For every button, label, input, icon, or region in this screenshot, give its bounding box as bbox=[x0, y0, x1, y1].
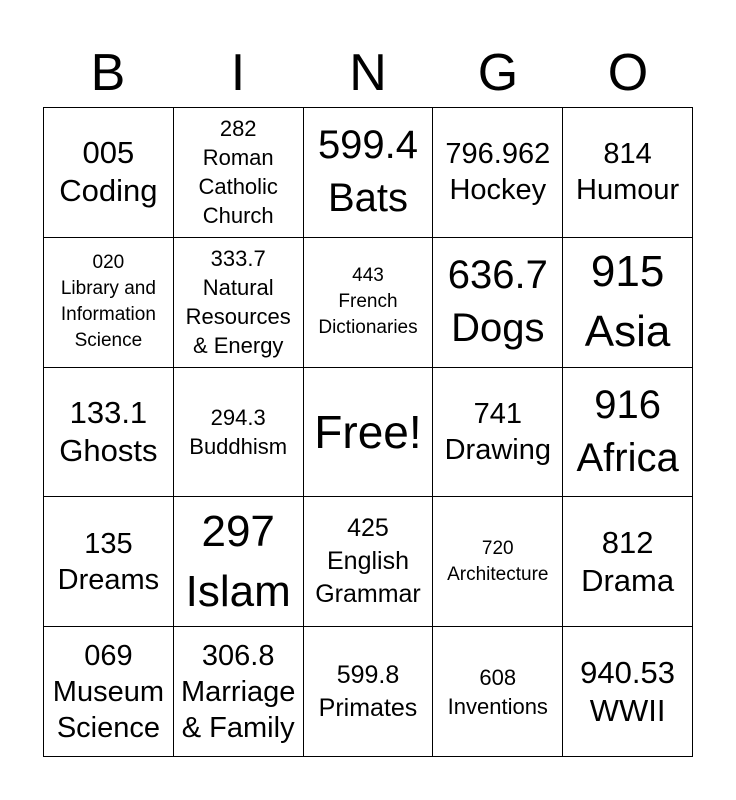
header-letter-n: N bbox=[349, 44, 387, 102]
bingo-cell[interactable] bbox=[563, 497, 693, 627]
cell-text: 425 English Grammar bbox=[315, 514, 421, 609]
cell-text: 333.7 Natural Resources & Energy bbox=[185, 246, 291, 359]
bingo-cell[interactable] bbox=[174, 368, 304, 498]
bingo-cell[interactable] bbox=[44, 627, 174, 757]
cell-text: 133.1 Ghosts bbox=[59, 394, 158, 468]
cell-text: 297 Islam bbox=[185, 506, 291, 616]
bingo-cell[interactable] bbox=[304, 627, 434, 757]
cell-text: 443 French Dictionaries bbox=[318, 265, 418, 339]
cell-text: 741 Drawing bbox=[444, 397, 551, 466]
cell-text: 005 Coding bbox=[59, 135, 158, 209]
cell-text: 608 Inventions bbox=[447, 664, 548, 719]
bingo-cell[interactable] bbox=[304, 238, 434, 368]
bingo-cell[interactable] bbox=[174, 108, 304, 238]
cell-text: 282 Roman Catholic Church bbox=[198, 116, 278, 229]
cell-text: 599.4 Bats bbox=[317, 123, 419, 221]
cell-text: 135 Dreams bbox=[57, 527, 160, 596]
bingo-grid bbox=[43, 107, 693, 757]
cell-text: 306.8 Marriage & Family bbox=[180, 639, 296, 744]
bingo-header bbox=[43, 40, 693, 106]
cell-text: 796.962 Hockey bbox=[445, 138, 551, 207]
bingo-cell[interactable] bbox=[174, 627, 304, 757]
bingo-cell[interactable] bbox=[174, 497, 304, 627]
bingo-cell[interactable] bbox=[174, 238, 304, 368]
bingo-cell[interactable] bbox=[433, 497, 563, 627]
bingo-cell[interactable] bbox=[44, 497, 174, 627]
bingo-cell[interactable] bbox=[433, 108, 563, 238]
bingo-cell[interactable] bbox=[44, 108, 174, 238]
bingo-cell[interactable] bbox=[563, 368, 693, 498]
cell-text: 599.8 Primates bbox=[318, 660, 418, 722]
cell-text: 069 Museum Science bbox=[52, 639, 164, 744]
cell-text: 916 Africa bbox=[576, 382, 679, 480]
bingo-cell[interactable] bbox=[433, 368, 563, 498]
header-letter-g: G bbox=[477, 44, 519, 102]
header-letter-b: B bbox=[90, 44, 126, 102]
bingo-cell[interactable] bbox=[563, 627, 693, 757]
cell-text: 636.7 Dogs bbox=[447, 253, 548, 351]
bingo-cell[interactable] bbox=[304, 108, 434, 238]
bingo-cell[interactable] bbox=[433, 627, 563, 757]
header-letter-o: O bbox=[607, 44, 649, 102]
bingo-cell[interactable] bbox=[44, 368, 174, 498]
bingo-cell[interactable] bbox=[304, 497, 434, 627]
cell-text: 720 Architecture bbox=[447, 537, 549, 585]
cell-text: 940.53 WWII bbox=[580, 654, 675, 728]
cell-text: 915 Asia bbox=[584, 247, 671, 357]
bingo-cell[interactable] bbox=[563, 108, 693, 238]
cell-text: 814 Humour bbox=[576, 138, 680, 207]
bingo-cell[interactable] bbox=[433, 238, 563, 368]
bingo-cell[interactable] bbox=[563, 238, 693, 368]
cell-text: 020 Library and Information Science bbox=[60, 252, 156, 352]
cell-text: 812 Drama bbox=[581, 524, 675, 598]
free-space-cell[interactable] bbox=[304, 368, 434, 498]
free-space-text: Free! bbox=[314, 405, 422, 458]
header-letter-i: I bbox=[230, 44, 246, 102]
bingo-cell[interactable] bbox=[44, 238, 174, 368]
cell-text: 294.3 Buddhism bbox=[189, 404, 288, 459]
